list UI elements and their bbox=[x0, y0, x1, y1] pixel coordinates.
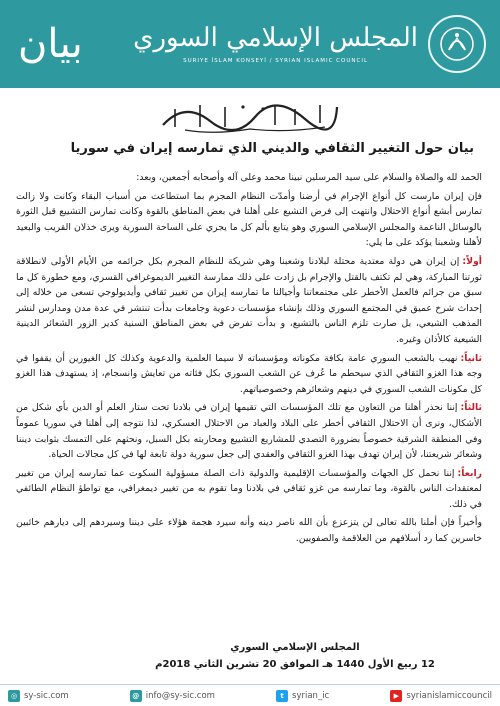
council-logo-icon bbox=[428, 15, 486, 73]
youtube-channel[interactable]: syrianislamiccouncil bbox=[406, 690, 492, 701]
closing-paragraph: وأخيراً فإن أملنا بالله تعالى لن يتزعزع بأن الله ناصر دينه وأنه سيرد هجمة هؤلاء على ديننا وسيردهم إلى ديارهم خائبين خاسرين كما رد أسلافهم من العلاقمة والصفويين. bbox=[16, 517, 482, 545]
point-four-label: رابعاً: bbox=[457, 467, 482, 479]
point-one bbox=[16, 254, 482, 348]
footer-contacts bbox=[0, 684, 500, 706]
point-four-text: إننا نحمل كل الجهات والمؤسسات الإقليمية والدولية ذات الصلة مسؤولية السكوت عما تمارسه إيران من تغيير لمعتقدات الناس بالقوة، وما تمارسه من غزو ثقافي في بلادنا وما تقوم به من تغيير ديمغرافي، مع تواطؤ النظام الطائفي في ذلك. bbox=[16, 467, 482, 510]
intro-greeting: الحمد لله والصلاة والسلام على سيد المرسلين نبينا محمد وعلى آله وأصحابه أجمعين، وبعد: bbox=[136, 172, 482, 183]
point-four bbox=[16, 466, 482, 513]
header-banner bbox=[0, 0, 500, 88]
youtube-icon: ▶ bbox=[390, 690, 402, 702]
council-name-english: SURIYE İSLAM KONSEYİ / SYRIAN ISLAMIC COUNCIL bbox=[183, 58, 369, 65]
footer-email[interactable] bbox=[130, 690, 215, 702]
twitter-handle[interactable]: syrian_ic bbox=[292, 690, 330, 701]
basmala-calligraphy bbox=[150, 96, 350, 136]
point-three bbox=[16, 400, 482, 462]
footer-website[interactable] bbox=[8, 690, 69, 702]
signature-block bbox=[0, 639, 500, 673]
council-name-arabic: المجلس الإسلامي السوري bbox=[133, 22, 418, 53]
point-one-label: أولاً: bbox=[462, 255, 482, 267]
twitter-icon: t bbox=[276, 690, 288, 702]
point-three-text: إننا نحذر أهلنا من التعاون مع تلك المؤسسات التي تقيمها إيران في بلادنا تحت ستار العلم أو الدين بأي شكل من الأشكال، ونرى أن الاحتلال الثقافي أخطر على البلاد والعباد من الاحتلال العسكري، لذا نتوجه إلى أهلنا في سوريا عموماً وفي المنطقة الشرقية خصوصاً بضرورة التصدي للمشاريع التشييع ومحاربته بكل السبل، ونحثهم على التمسك بثوابت ديننا وشعائر شريعتنا، لأن إيران تهدف بهذا الغزو الثقافي والعقدي إلى جعل سورية دولة تابعة لها في كل مجالات الحياة. bbox=[16, 402, 482, 461]
web-icon: ◎ bbox=[8, 690, 20, 702]
statement-body bbox=[16, 170, 482, 550]
statement-title: بيان حول التغيير الثقافي والديني الذي تمارسه إيران في سوريا bbox=[70, 141, 474, 156]
website-link[interactable]: sy-sic.com bbox=[24, 690, 69, 701]
point-three-label: ثالثاً: bbox=[460, 402, 482, 414]
email-icon: @ bbox=[130, 690, 142, 702]
email-link[interactable]: info@sy-sic.com bbox=[145, 690, 215, 701]
intro-paragraph: فإن إيران مارست كل أنواع الإجرام في أرضنا وأمدّت النظام المجرم بما استطاعت من أسباب البقاء وكانت ولا زالت تمارس أبشع أنواع الاحتلال وانتهت إلى فرض التشيع على أهلنا في بعض المناطق بالقوة وكانت تمارس التشييع قبل الثورة بالوسائل الناعمة والمجلس الإسلامي السوري وهو يتابع بألم كل ما يجري على الساحة السورية ويرى خذلان القريب والبعيد لأهلنا وشعبنا يؤكد على ما يلي: bbox=[16, 190, 482, 249]
point-two-label: ثانياً: bbox=[460, 352, 482, 364]
footer-youtube[interactable] bbox=[390, 690, 492, 702]
point-two bbox=[16, 351, 482, 398]
council-name bbox=[133, 24, 418, 65]
signature-date: 12 ربيع الأول 1440 هـ الموافق 20 تشرين الثاني 2018م bbox=[155, 659, 435, 670]
point-one-text: إن إيران هي دولة معتدية محتلة لبلادنا وشعبنا وهي شريكة للنظام المجرم بكل جرائمه من الأيام الأولى لانطلاقة ثورتنا المباركة، وهي لم تكتف بالقتل والإجرام بل زادت على ذلك ممارسة التغيير الديموغرافي القسري، ومع خطورة كل ما سبق من جرائم فالعمل الأخطر على مجتمعاتنا وأجيالنا ما تمارسه إيران من تغيير ثقافي وأيديولوجي تسعى من خلاله إلى إحداث شرخ عميق في المجتمع السوري وذلك بإنشاء مؤسسات دعوية وجامعات بدأت تنتشر في عدة مدن ومدارس لنشر المذهب الشيعي، بل صارت تلزم الناس بالتشيع، و بدأت تفرض في بعض المناطق السنية كدير الزور الشعائر الدينية الشيعية كالأذان وغيره. bbox=[16, 255, 482, 345]
signature-org: المجلس الإسلامي السوري bbox=[230, 642, 360, 653]
point-two-text: نهيب بالشعب السوري عامة بكافة مكوناته ومؤسساته لا سيما العلمية والدعوية وكذلك كل الغيورين أن يقفوا في وجه هذا الغزو الثقافي الذي سيحطم ما عُرف عن الشعب السوري بكل فئاته من تعايش وانسجام، إذ يستهدف هذا الغزو كل مكونات الشعب السوري في دينهم وشعائرهم وخصوصياتهم. bbox=[16, 352, 482, 395]
statement-badge: بيان bbox=[18, 21, 83, 67]
council-branding bbox=[133, 15, 486, 73]
footer-twitter[interactable] bbox=[276, 690, 329, 702]
